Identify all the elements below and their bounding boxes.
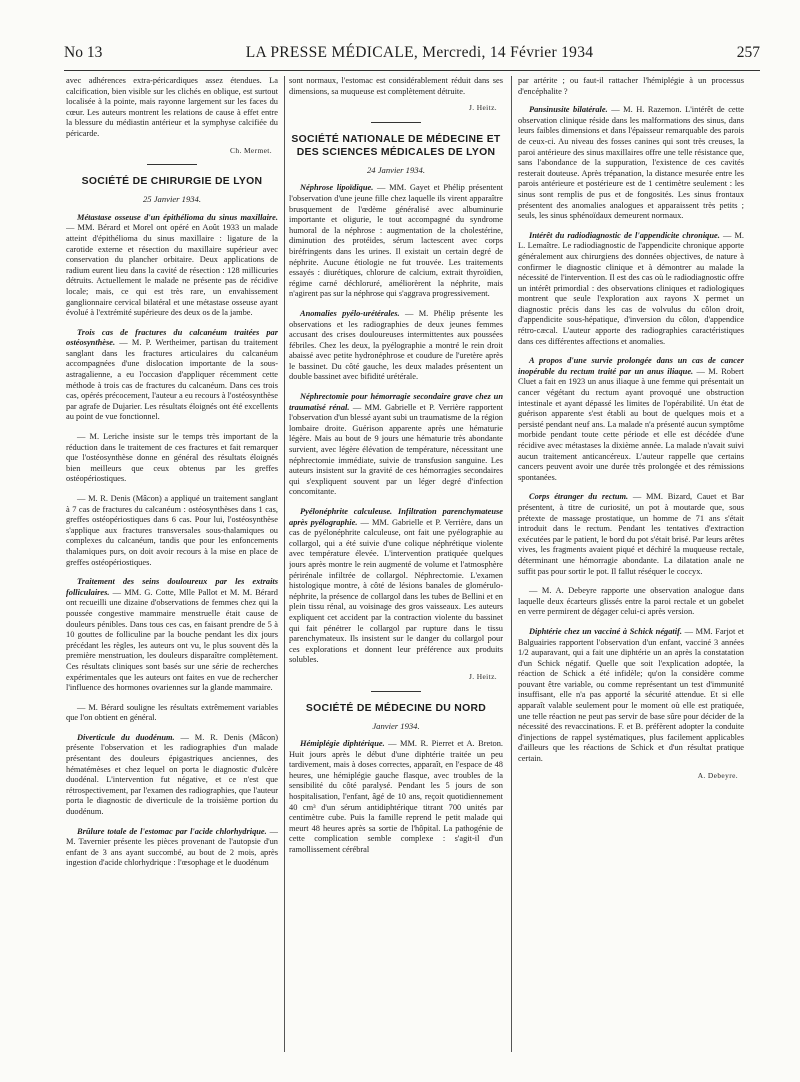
continued-paragraph: par artérite ; ou faut-il rattacher l'hémiplégie à un processus d'encéphalite ? — [518, 76, 744, 96]
article-body: — M. Phélip présente les observations et les radiographies de deux jeunes femmes accusant des crises douloureuses intermittentes aux poussées fébriles. Chez les deux, la pyélographie a montré le rein droit abaissé avec petite hydronéphrose et coudure de l'uretère après le bassinet. Du côté gauche, les deux malades présentent un double bassinet avec bifidité urétérale. — [289, 308, 503, 382]
article-body: — MM. Gabrielle et P. Verrière, dans un cas de pyélonéphrite calculeuse, ont fait une pyélographie au collargol, qui a été suivie d'une colique néphrétique violente avec température élevée. L'intervention pratiquée quelques jours après montre le rein augmenté de volume et l'atmosphère périrénale infiltrée de collargol. Néphrectomie. L'examen histologique montre, à côté de lésions banales de glomérulo-néphrite, la présence de collargol dans les tubes de Bellini et en plein tissu rénal, au voisinage des gros vaisseaux. Les auteurs expliquent cet accident par la contraction violente du bassinet qui fait pénétrer le collargol par rupture dans le tissu parenchymateux. Ils insistent sur le danger du collargol pour ces explorations et donnent leur préférence aux produits solubles. — [289, 517, 503, 665]
article-paragraph — [66, 494, 278, 568]
article-paragraph — [289, 309, 503, 383]
continued-paragraph: sont normaux, l'estomac est considérablement réduit dans ses dimensions, sa muqueuse est complètement détruite. — [289, 76, 503, 96]
section-title: SOCIÉTÉ DE CHIRURGIE DE LYON — [81, 176, 263, 188]
section-heading — [289, 702, 503, 732]
section-divider — [371, 122, 421, 123]
article-heading: Brûlure totale de l'estomac par l'acide chlorhydrique. — [77, 826, 267, 836]
article-body: — MM. Bérard et Morel ont opéré en Août 1933 un malade atteint d'épithélioma du sinus maxillaire : ligature de la carotide externe et résection du maxillaire supérieur avec conservation du plancher orbitaire. Deux applications de radium eurent lieu dans la cavité de résection : 128 millicuries détruits. Actuellement le malade ne présente pas de récidive locale; mais, ce qui est très rare, un envahissement ganglionnaire cervical bilatéral et une métastase osseuse ayant évolué à l'extrémité supérieure des deux os de la jambe. — [66, 223, 278, 318]
article-paragraph — [66, 577, 278, 694]
article-paragraph — [289, 392, 503, 498]
article-heading: Diverticule du duodénum. — [77, 732, 175, 742]
article-heading: Corps étranger du rectum. — [529, 492, 629, 502]
article-paragraph — [66, 703, 278, 724]
section-date: Janvier 1934. — [372, 720, 420, 731]
article-heading: Métastase osseuse d'un épithélioma du sinus maxillaire. — [77, 212, 278, 222]
article-body: — M. H. Razemon. L'intérêt de cette observation clinique réside dans les malformations des sinus, dans leurs faibles dimensions et dans l'épaisseur remarquable des parois de ceux-ci. Au niveau des fosses canines qui sont très creuses, la paroi antérieure des sinus maxillaires offre une telle résistance que, sans l'abondance de la suppuration, l'existence de ces cavités resterait douteuse. Après trépanation, la distance mesurée entre les parois antérieure et postérieure est de 1 centimètre seulement : les sinus sont remplis de pus et de fongosités. Les sinus frontaux présentent des anomalies analogues et apparaissent très petits ; seuls, les sinus sphénoïdaux demeurent normaux. — [518, 105, 744, 221]
continued-paragraph: avec adhérences extra-péricardiques assez étendues. La calcification, bien visible sur les clichés en oblique, est surtout localisée à la pointe, mais rayonne largement sur les faces du cœur. Les auteurs montrent les relations de cause à effet entre la blessure du médiastin antérieur et la symphyse calcifiée du péricarde. — [66, 76, 278, 138]
article-paragraph — [66, 827, 278, 869]
article-paragraph — [66, 432, 278, 485]
article-body: — M. A. Debeyre rapporte une observation analogue dans laquelle deux écarteurs glissés entre la paroi rectale et un gobelet en verre permirent de dégager celui-ci après version. — [518, 586, 744, 617]
article-paragraph — [518, 492, 744, 577]
article-paragraph — [518, 586, 744, 618]
section-title: SOCIÉTÉ DE MÉDECINE DU NORD — [305, 702, 487, 714]
column-3 — [518, 76, 744, 1052]
article-body: — MM. G. Cotte, Mlle Pallot et M. M. Bérard ont recueilli une dizaine d'observations de femmes chez qui la poussée congestive mammaire menstruelle était cause de douleurs pénibles. Dans tous ces cas, en faisant prendre de 5 à 10 gouttes de folliculine par la bouche pendant les dix jours précédant les règles, les auteurs ont vu, le plus souvent dès la première menstruation, les douleurs disparaître complètement. Ces résultats cliniques sont basés sur une série de recherches expérimentales que les auteurs ont faites en vue de rechercher l'influence des hormones ovariennes sur la glande mammaire. — [66, 587, 278, 693]
section-divider — [147, 164, 197, 165]
page-number: 257 — [736, 44, 760, 61]
column-divider — [284, 76, 285, 1052]
column-1 — [66, 76, 278, 1052]
section-divider — [371, 691, 421, 692]
article-heading: Hémiplégie diphtérique. — [300, 739, 385, 749]
article-heading: Pyélonéphrite calculeuse. Infiltration parenchymateuse après pyélographie. — [289, 507, 503, 527]
section-heading — [66, 175, 278, 205]
article-list — [289, 183, 503, 666]
article-paragraph — [289, 183, 503, 300]
page-header — [64, 44, 760, 71]
article-body: — M. L. Lemaître. Le radiodiagnostic de l'appendicite chronique apporte généralement aux chirurgiens des données objectives, de nature à confirmer le diagnostic clinique et à démontrer au malade la nécessité de l'intervention. Il est des cas où le radiodiagnostic offre un intérêt primordial : des observations cliniques et radiologiques montrent que seule l'exploration aux rayons X permet un diagnostic précis dans les cas de volvulus du côlon droit, d'appendicite sous-hépatique, d'inversion du côlon, d'appendice rétro-cæcal. L'auteur apporte des radiographies caractéristiques dans ces différentes affections et anomalies. — [518, 230, 744, 346]
article-paragraph — [66, 328, 278, 423]
article-list — [66, 213, 278, 869]
article-body: — MM. Gabrielle et P. Verrière rapportent l'observation d'un blessé ayant subi un traumatisme de la région lombaire droite. Guérison apparente après une hématurie légère. Mais au bout de 9 jours une hématurie très abondante survient, avec légère élévation de température, nécessitant une néphrectomie immédiate, suivie de transfusion sanguine. Les auteurs insistent sur la gravité de ces hémorragies secondaires qui s'expliquent souvent par un léger degré d'infection concomitante. — [289, 402, 503, 497]
author-signature: A. Debeyre. — [697, 770, 738, 780]
article-heading: A propos d'une survie prolongée dans un cas de cancer inopérable du rectum traité par un anus iliaque. — [518, 356, 744, 376]
article-paragraph — [66, 733, 278, 818]
section-date: 24 Janvier 1934. — [367, 164, 425, 175]
column-2 — [289, 76, 503, 1052]
article-paragraph — [289, 739, 503, 856]
issue-number: No 13 — [64, 44, 103, 61]
article-body: — M. Bérard souligne les résultats extrêmement variables que l'on obtient en général. — [66, 702, 278, 723]
article-body: — M. Leriche insiste sur le temps très important de la réduction dans le traitement de ces fractures et fait remarquer que l'ostéosynthèse donne en général des résultats éloignés bien meilleurs que ceux obtenus par les greffes ostéopériostiques. — [66, 432, 278, 484]
article-paragraph — [518, 627, 744, 765]
article-list — [289, 739, 503, 856]
article-heading: Néphrectomie pour hémorragie secondaire grave chez un traumatisé rénal. — [289, 392, 503, 412]
article-paragraph — [518, 356, 744, 483]
section-title: SOCIÉTÉ NATIONALE DE MÉDECINE ET DES SCIENCES MÉDICALES DE LYON — [291, 133, 501, 158]
section-date: 25 Janvier 1934. — [143, 194, 201, 205]
article-list — [518, 105, 744, 764]
article-body: — M. R. Denis (Mâcon) a appliqué un traitement sanglant à 7 cas de fractures du calcanéum : ostéosynthèses dans 1 cas, greffes ostéopériostiques dans 6 cas. Pour lui, l'ostéosynthèse s'applique aux fractures transversales sous-thalamiques ou complexes du calcanéum, tandis que pour les enfoncements thalamiques purs, on doit avoir recours à la mise en place de greffes ostéopériostiques. — [66, 494, 278, 567]
article-paragraph — [518, 105, 744, 222]
column-divider — [511, 76, 512, 1052]
article-body: — MM. Gayet et Phélip présentent l'observation d'une jeune fille chez laquelle ils virent apparaître brusquement de l'œdème généralisé avec albuminurie importante et oligurie, le tout accompagné du syndrome humoral de la néphrose : augmentation de la cholestérine, diminution des protéides, sérum lactescent avec corps biréfringents dans les urines. Il existait un certain degré de néphrite. Aucune étiologie ne fut trouvée. Les traitements essayés : diurétiques, chlorure de calcium, extrait thyroïdien, régime carné déchloruré, améliorèrent la néphrite, mais n'agirent pas sur la néphrose qui s'aggrava progressivement. — [289, 183, 503, 299]
author-signature: J. Heitz. — [468, 671, 497, 681]
article-heading: Pansinusite bilatérale. — [529, 105, 608, 115]
author-signature: J. Heitz. — [468, 103, 497, 113]
article-heading: Trois cas de fractures du calcanéum traitées par ostéosynthèse. — [66, 327, 278, 348]
article-paragraph — [66, 213, 278, 319]
article-paragraph — [518, 231, 744, 348]
article-body: — M. P. Wertheimer, partisan du traitement sanglant dans les fractures articulaires du calcanéum accompagnées d'une dislocation importante de la sous-astragalienne, a eu l'occasion d'appliquer récemment cette méthode à trois cas de fractures du calcanéum. Dans ces trois cas, opérés précocement, l'auteur a eu recours à l'ostéosynthèse par agrafe de Dujarier. Les résultats éloignés ont été excellents au point de vue fonctionnel. — [66, 338, 278, 422]
article-heading: Traitement des seins douloureux par les extraits folliculaires. — [66, 577, 278, 597]
journal-title: LA PRESSE MÉDICALE, Mercredi, 14 Février 1934 — [245, 44, 594, 61]
article-heading: Intérêt du radiodiagnostic de l'appendicite chronique. — [529, 230, 720, 240]
article-heading: Diphtérie chez un vacciné à Schick négatif. — [529, 626, 682, 636]
article-heading: Néphrose lipoïdique. — [300, 183, 374, 193]
article-heading: Anomalies pyélo-urétérales. — [300, 308, 400, 318]
article-body: — MM. R. Pierret et A. Breton. Huit jours après le début d'une diphtérie traitée un peu tardivement, mais à doses correctes, apparaît, en l'espace de 48 heures, une hémiplégie gauche flasque, avec troubles de la sensibilité du côté paralysé. Pendant les 5 jours de son hospitalisation, l'enfant, âgé de 10 ans, reçoit quotidiennement 40 cm³ d'un sérum antidiphtérique titrant 700 unités par centimètre cube. Puis la famille reprend le petit malade qui meurt 48 heures après sa sortie de l'hôpital. La pathogénie de cette complication semble complexe : s'agit-il d'un ramollissement cérébral — [289, 739, 503, 855]
article-paragraph — [289, 507, 503, 666]
author-signature: Ch. Mermet. — [230, 145, 272, 155]
article-body: — MM. Farjot et Balguairies rapportent l'observation d'un enfant, vacciné 3 années 1/2 auparavant, qui a fait une diphtérie un an après la constatation d'un Schick négatif. Quelle que soit l'explication adoptée, la réaction de Schick a été infidèle; qu'on la considère comme pouvant être variable, ou comme représentant un test d'immunité insuffisant, elle n'a pas apporté la sécurité attendue. Et si elle apparaît valable seulement pour le moment où elle est pratiquée, une telle réaction ne peut pas servir de base sûre pour décider de la nécessité des revaccinations. F. et B. préfèrent adopter la conduite d'injections de rappel systématiques, plus facilement applicables d'ailleurs que les réactions de Schick et d'un résultat pratique certain. — [518, 626, 744, 764]
article-body: — M. R. Denis (Mâcon) présente l'observation et les radiographies d'un malade présentant des douleurs épigastriques anciennes, des hématémèses et chez lequel on porta le diagnostic d'ulcère duodénal. L'intervention fut négative, et ce n'est que rétrospectivement, par l'examen des radiographies, que l'auteur porta le diagnostic de diverticule de la troisième portion du duodénum. — [66, 732, 278, 817]
article-body: — M. Tavernier présente les pièces provenant de l'autopsie d'un enfant de 3 ans ayant succombé, au bout de 2 mois, après ingestion d'acide chlorhydrique : l'œsophage et le duodénum — [66, 826, 278, 868]
section-heading — [289, 133, 503, 176]
article-body: — M. Robert Cluet a fait en 1923 un anus iliaque à une femme qui présentait un cancer végétant du rectum ayant provoqué une obstruction intestinale et ayant dépassé les limites de l'opérabilité. Un état de guérison apparente s'est établi au bout de quelques mois et a persisté pendant neuf ans. La malade n'a présenté aucun symptôme morbide pendant toute cette période et elle est décédée d'une récidive avec métastases la dixième année. La malade n'avait suivi aucun traitement anticancéreux. L'auteur rappelle que certains cancers peuvent avoir une durée très prolongée et des rémissions spontanées. — [518, 366, 744, 482]
article-body: — MM. Bizard, Cauet et Bar présentent, à titre de curiosité, un pot à moutarde que, sous prétexte de massage prostatique, un homme de 71 ans s'était introduit dans le rectum. Pendant les tentatives d'extraction exécutées par le patient, le bord du pot s'était brisé. Par leurs arêtes vives, les fragments avaient piqué et déchiré la muqueuse rectale, déterminant une hémorragie abondante. La dilatation anale ne suffit pas pour sortir le pot. Il fallut réséquer le coccyx. — [518, 492, 744, 576]
